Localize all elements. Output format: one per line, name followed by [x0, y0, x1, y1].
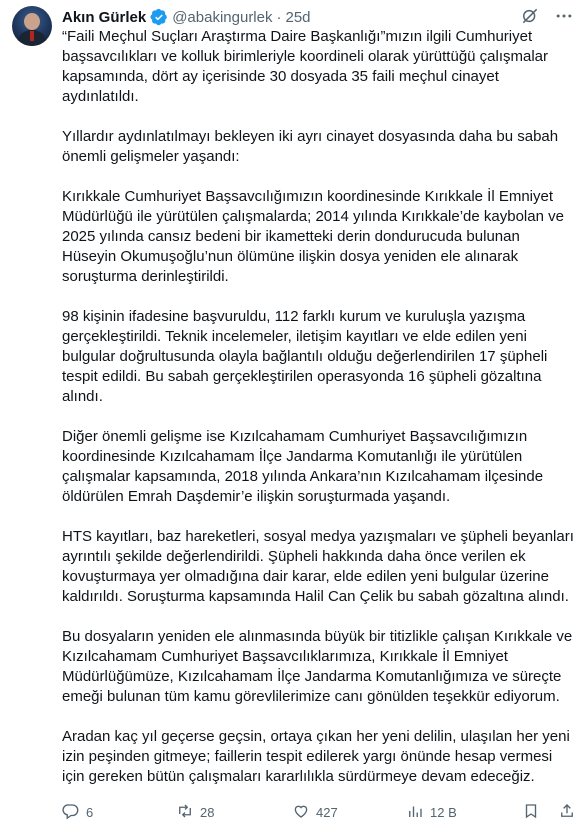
tweet-paragraph-5: Diğer önemli gelişme ise Kızılcahamam Cumhuriyet Başsavcılığımızın koordinesinde Kızılcahamam İlçe Jandarma Komutanlığı ile yürütülen çalışmalar kapsamında, 2018 yılında Ankara’nın Kızılcahamam ilçesinde öldürülen Emrah Daşdemir’e ilişkin soruşturmada yaşandı.	[62, 428, 544, 505]
reply-button[interactable]	[62, 802, 93, 823]
tweet-header	[62, 6, 574, 28]
header-actions	[520, 6, 574, 26]
tweet-paragraph-8: Aradan kaç yıl geçerse geçsin, ortaya çıkan her yeni delilin, ulaşılan her yeni izin peşinden gitmeye; faillerin tespit edilerek yargı önünde hesap vermesi için gereken bütün çalışmaları kararlılıkla sürdürmeye devam edeceğiz.	[62, 728, 570, 785]
reply-count: 6	[86, 804, 94, 820]
tweet-paragraph-4: 98 kişinin ifadesine başvuruldu, 112 farklı kurum ve kuruluşla yazışma gerçekleştirildi. Teknik incelemeler, iletişim kayıtları ve elde edilen yeni bulgular doğrultusunda olayla bağlantılı olduğu değerlendirilen 17 şüpheli tespit edildi. Bu sabah gerçekleştirilen operasyonda 16 şüpheli gözaltına alındı.	[62, 308, 548, 405]
separator-dot: ·	[276, 8, 282, 26]
tweet-text	[62, 27, 576, 807]
grok-icon[interactable]	[520, 6, 540, 26]
tweet-paragraph-1: “Faili Meçhul Suçları Araştırma Daire Başkanlığı”mızın ilgili Cumhuriyet başsavcılıkları ve kolluk birimleriyle koordineli olarak yürüttüğü çalışmalar kapsamında, dört ay içerisinde 30 dosyada 35 faili meçhul cinayet aydınlatıldı.	[62, 28, 549, 105]
avatar-head	[24, 13, 40, 30]
tweet-paragraph-6: HTS kayıtları, baz hareketleri, sosyal medya yazışmaları ve şüpheli beyanları ayrıntılı şekilde değerlendirildi. Şüpheli hakkında daha önce verilen ek kovuşturmaya yer olmadığına dair karar, elde edilen yeni bulgular üzerine kaldırıldı. Soruşturma kapsamında Halil Can Çelik bu sabah gözaltına alındı.	[62, 528, 574, 605]
reply-icon	[62, 802, 80, 823]
repost-icon	[176, 802, 194, 823]
tweet-actions	[62, 802, 576, 822]
views-icon	[406, 802, 424, 823]
views-count: 12 B	[430, 804, 457, 820]
repost-button[interactable]	[176, 802, 214, 823]
bookmark-button[interactable]	[522, 802, 540, 823]
share-button[interactable]	[558, 802, 576, 823]
like-button[interactable]	[292, 802, 338, 823]
tweet-timestamp[interactable]: 25d	[285, 8, 311, 26]
share-icon	[558, 802, 576, 823]
like-icon	[292, 802, 310, 823]
views-button[interactable]	[406, 802, 457, 823]
author-name[interactable]: Akın Gürlek	[62, 8, 147, 26]
tweet-paragraph-2: Yıllardır aydınlatılmayı bekleyen iki ayrı cinayet dosyasında daha bu sabah önemli gelişmeler yaşandı:	[62, 128, 559, 165]
author-handle[interactable]: @abakingurlek	[172, 8, 273, 26]
verified-badge-icon	[150, 8, 168, 26]
tweet-paragraph-7: Bu dosyaların yeniden ele alınmasında büyük bir titizlikle çalışan Kırıkkale ve Kızılcahamam Cumhuriyet Başsavcılıklarımıza, Kırıkkale İl Emniyet Müdürlüğümüze, Kızılcahamam İlçe Jandarma Komutanlığımıza ve süreçte emeği bulunan tüm kamu görevlilerimize canı gönülden teşekkür ediyorum.	[62, 628, 573, 705]
tweet-paragraph-3: Kırıkkale Cumhuriyet Başsavcılığımızın koordinesinde Kırıkkale İl Emniyet Müdürlüğü ile yürütülen çalışmalarda; 2014 yılında Kırıkkale’de kaybolan ve 2025 yılında cansız bedeni bir ikametteki derin dondurucuda bulunan Hüseyin Okumuşoğlu’nun ölümüne ilişkin dosya yeniden ele alınarak soruşturma derinleştirildi.	[62, 188, 564, 285]
like-count: 427	[316, 804, 338, 820]
bookmark-icon	[522, 802, 540, 823]
repost-count: 28	[200, 804, 215, 820]
more-icon[interactable]	[554, 6, 574, 26]
avatar[interactable]	[12, 6, 52, 46]
avatar-tie	[30, 31, 34, 41]
